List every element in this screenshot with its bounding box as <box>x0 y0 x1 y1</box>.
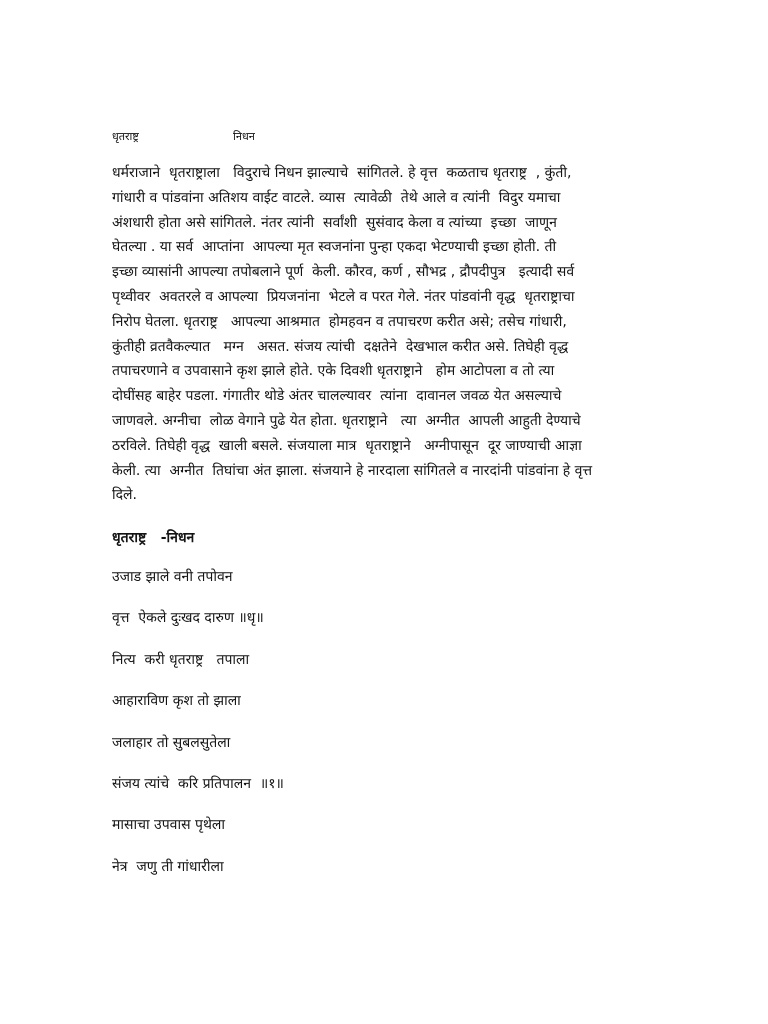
poem-line: नित्य करी धृतराष्ट्र तपाला <box>112 651 250 668</box>
poem-line: संजय त्यांचे करि प्रतिपालन ॥१॥ <box>112 776 284 793</box>
paragraph-line: पृथ्वीवर अवतरले व आपल्या प्रियजनांना भेटले व परत गेले. नंतर पांडवांनी वृद्ध धृतराष्ट्राचा <box>112 288 575 305</box>
paragraph-line: कुंतीही व्रतवैकल्यात मग्न असत. संजय त्यांची दक्षतेने देखभाल करीत असे. तिघेही वृद्ध <box>112 338 569 355</box>
page-header <box>112 128 672 146</box>
paragraph-line: केली. त्या अग्नीत तिघांचा अंत झाला. संजयाने हे नारदाला सांगितले व नारदांनी पांडवांना हे वृत्त <box>112 462 593 479</box>
paragraph-line: तपाचरणाने व उपवासाने कृश झाले होते. एके दिवशी धृतराष्ट्राने होम आटोपला व तो त्या <box>112 363 555 380</box>
poem-line: आहाराविण कृश तो झाला <box>112 693 241 710</box>
poem-line: मासाचा उपवास पृथेला <box>112 817 226 834</box>
poem-body <box>112 557 712 888</box>
story-paragraph <box>112 161 712 508</box>
paragraph-line: दोघींसह बाहेर पडला. गंगातीर थोडे अंतर चालल्यावर त्यांना दावानल जवळ येत असल्याचे <box>112 388 562 405</box>
paragraph-line: ठरविले. तिघेही वृद्ध खाली बसले. संजयाला मात्र धृतराष्ट्राने अग्नीपासून दूर जाण्याची आज्ञा <box>112 437 582 454</box>
paragraph-line: घेतल्या . या सर्व आप्तांना आपल्या मृत स्वजनांना पुन्हा एकदा भेटण्याची इच्छा होती. ती <box>112 239 557 256</box>
paragraph-line: धर्मराजाने धृतराष्ट्राला विदुराचे निधन झाल्याचे सांगितले. हे वृत्त कळताच धृतराष्ट्र , कुंती, <box>112 165 572 181</box>
poem-line: उजाड झाले वनी तपोवन <box>112 569 233 585</box>
paragraph-line: इच्छा व्यासांनी आपल्या तपोबलाने पूर्ण केली. कौरव, कर्ण , सौभद्र , द्रौपदीपुत्र इत्यादी सर्व <box>112 264 575 281</box>
poem-line: वृत्त ऐकले दुःखद दारुण ॥धृ॥ <box>112 610 264 627</box>
paragraph-line: निरोप घेतला. धृतराष्ट्र आपल्या आश्रमात होमहवन व तपाचरण करीत असे; तसेच गांधारी, <box>112 313 567 330</box>
paragraph-line: गांधारी व पांडवांना अतिशय वाईट वाटले. व्यास त्यावेळी तेथे आले व त्यांनी विदुर यमाचा <box>112 189 561 206</box>
paragraph-line: अंशधारी होता असे सांगितले. नंतर त्यांनी सर्वांशी सुसंवाद केला व त्यांच्या इच्छा जाणून <box>112 214 557 231</box>
poem-line: जलाहार तो सुबलसुतेला <box>112 734 231 751</box>
paragraph-line: जाणवले. अग्नीचा लोळ वेगाने पुढे येत होता. धृतराष्ट्राने त्या अग्नीत आपली आहुती देण्याचे <box>112 412 581 429</box>
poem-line: नेत्र जणु ती गांधारीला <box>112 858 224 875</box>
poem-title: धृतराष्ट्र -निधन <box>112 530 195 546</box>
paragraph-line: दिले. <box>112 487 138 504</box>
header-title: धृतराष्ट्र <box>112 130 139 143</box>
header-subtitle: निधन <box>233 130 255 143</box>
